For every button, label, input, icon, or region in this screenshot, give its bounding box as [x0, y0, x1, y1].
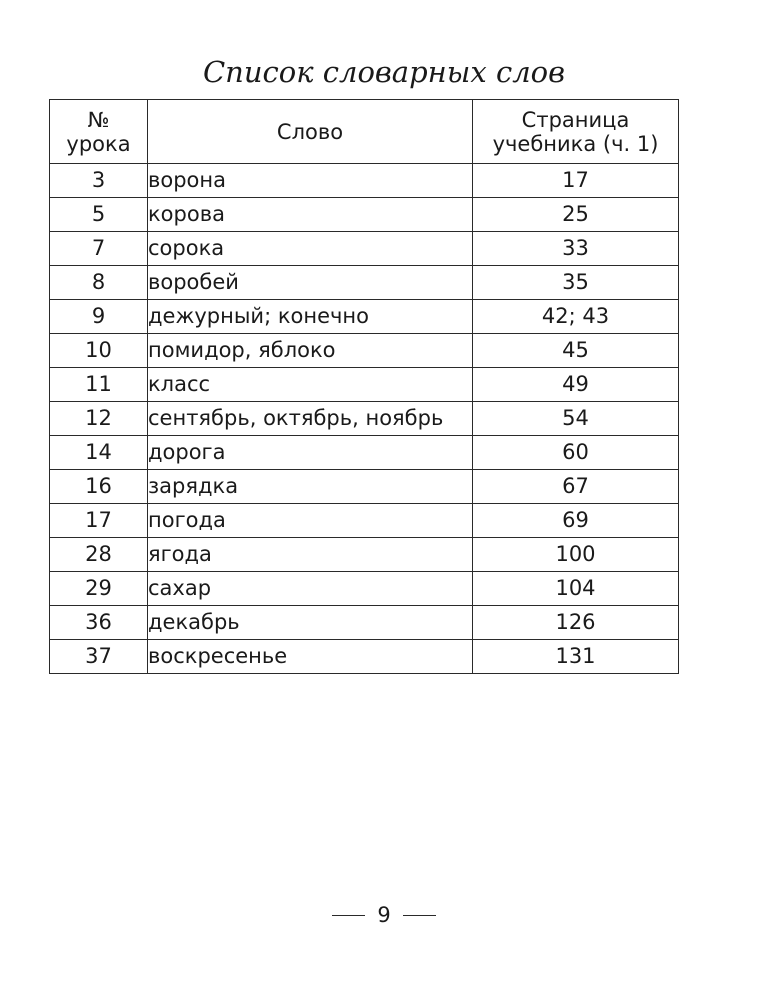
table-row: [50, 402, 679, 436]
table-row: [50, 606, 679, 640]
header-textbook-page: [473, 100, 679, 164]
table-row: [50, 300, 679, 334]
textbook-page-cell: 67: [473, 470, 679, 504]
vocabulary-table: [49, 99, 679, 674]
lesson-number-cell: 3: [50, 164, 148, 198]
textbook-page-cell: 17: [473, 164, 679, 198]
table-row: [50, 368, 679, 402]
table-row: [50, 640, 679, 674]
table-row: [50, 572, 679, 606]
page-title: Список словарных слов: [202, 55, 566, 89]
textbook-page-cell: 69: [473, 504, 679, 538]
table-row: [50, 198, 679, 232]
textbook-page-cell: 54: [473, 402, 679, 436]
word-cell: декабрь: [148, 606, 473, 640]
word-cell: сахар: [148, 572, 473, 606]
textbook-page-cell: 25: [473, 198, 679, 232]
word-cell: сорока: [148, 232, 473, 266]
textbook-page-cell: 49: [473, 368, 679, 402]
word-cell: дорога: [148, 436, 473, 470]
word-cell: погода: [148, 504, 473, 538]
page-footer: [0, 900, 768, 930]
word-cell: дежурный; конечно: [148, 300, 473, 334]
textbook-page-cell: 45: [473, 334, 679, 368]
header-textbook-page-line-2: учебника (ч. 1): [492, 131, 659, 156]
textbook-page-cell: 131: [473, 640, 679, 674]
lesson-number-cell: 8: [50, 266, 148, 300]
lesson-number-cell: 14: [50, 436, 148, 470]
textbook-page-cell: 35: [473, 266, 679, 300]
word-cell: класс: [148, 368, 473, 402]
lesson-number-cell: 29: [50, 572, 148, 606]
word-cell: сентябрь, октябрь, ноябрь: [148, 402, 473, 436]
table-row: [50, 470, 679, 504]
textbook-page-cell: 100: [473, 538, 679, 572]
table-row: [50, 232, 679, 266]
word-cell: воробей: [148, 266, 473, 300]
lesson-number-cell: 17: [50, 504, 148, 538]
textbook-page-cell: 42; 43: [473, 300, 679, 334]
table-row: [50, 436, 679, 470]
table-row: [50, 504, 679, 538]
table-row: [50, 266, 679, 300]
word-cell: воскресенье: [148, 640, 473, 674]
lesson-number-cell: 36: [50, 606, 148, 640]
lesson-number-cell: 7: [50, 232, 148, 266]
word-cell: ворона: [148, 164, 473, 198]
lesson-number-cell: 28: [50, 538, 148, 572]
header-textbook-page-line-1: Страница: [521, 107, 630, 132]
word-cell: корова: [148, 198, 473, 232]
lesson-number-cell: 12: [50, 402, 148, 436]
textbook-page-cell: 33: [473, 232, 679, 266]
textbook-page-cell: 104: [473, 572, 679, 606]
lesson-number-cell: 16: [50, 470, 148, 504]
lesson-number-cell: 10: [50, 334, 148, 368]
word-cell: ягода: [148, 538, 473, 572]
footer-rule-right: [403, 915, 436, 916]
lesson-number-cell: 9: [50, 300, 148, 334]
header-lesson-number-line-1: №: [87, 107, 110, 132]
lesson-number-cell: 37: [50, 640, 148, 674]
table-row: [50, 164, 679, 198]
table-body: [50, 164, 679, 674]
page-number: 9: [377, 903, 391, 927]
footer-rule-left: [332, 915, 365, 916]
table-row: [50, 334, 679, 368]
table-row: [50, 538, 679, 572]
header-lesson-number-line-2: урока: [66, 131, 131, 156]
table-header-row: [50, 100, 679, 164]
word-cell: помидор, яблоко: [148, 334, 473, 368]
textbook-page-cell: 126: [473, 606, 679, 640]
header-word: Слово: [148, 100, 473, 164]
lesson-number-cell: 5: [50, 198, 148, 232]
word-cell: зарядка: [148, 470, 473, 504]
textbook-page-cell: 60: [473, 436, 679, 470]
lesson-number-cell: 11: [50, 368, 148, 402]
header-lesson-number: [50, 100, 148, 164]
